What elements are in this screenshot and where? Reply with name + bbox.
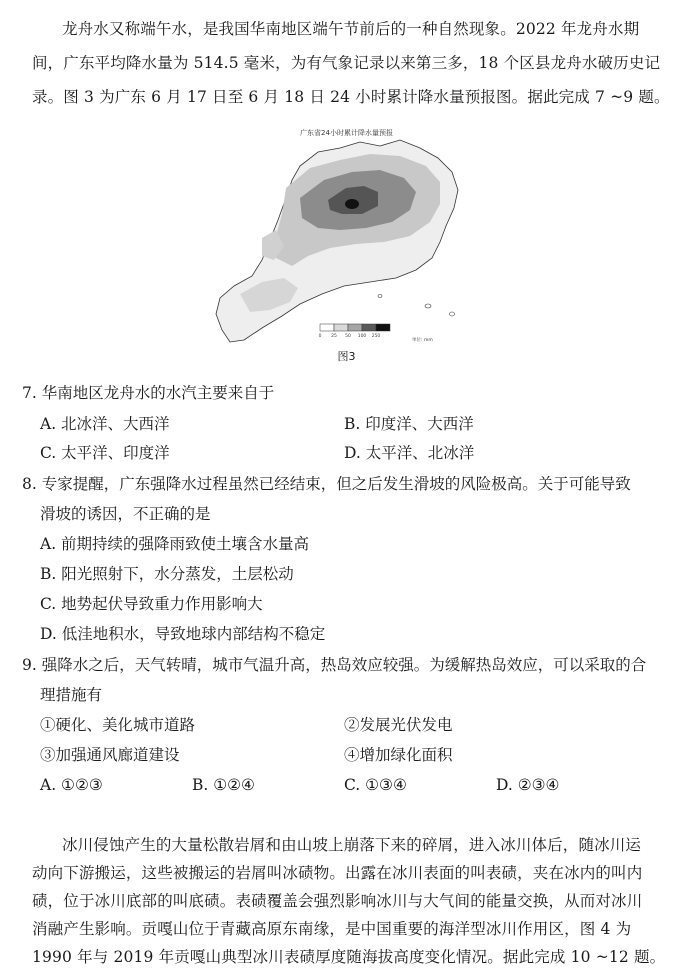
q8-stem-line-1: 8. 专家提醒，广东强降水过程虽然已经结束，但之后发生滑坡的风险极高。关于可能导致 (22, 475, 631, 493)
legend-bar (319, 324, 390, 339)
legend-unit: 单位: mm (412, 338, 433, 343)
q8-option-d: D. 低洼地积水，导致地球内部结构不稳定 (40, 625, 326, 643)
glacier-line-4: 消融产生影响。贡嘎山位于青藏高原东南缘，是中国重要的海洋型冰川作用区，图 4 为 (32, 920, 632, 938)
q8-stem-line-2: 滑坡的诱因，不正确的是 (40, 505, 211, 523)
legend-swatch (362, 324, 376, 331)
map-title: 广东省24小时累计降水量预报 (300, 129, 393, 137)
q9-stem-line-1: 9. 强降水之后，天气转晴，城市气温升高，热岛效应较强。为缓解热岛效应，可以采取的合 (22, 656, 647, 674)
q7-option-c: C. 太平洋、印度洋 (40, 444, 170, 462)
figure-3 (0, 118, 693, 368)
q9-option-d: D. ②③④ (496, 776, 560, 794)
intro-line-2: 间，广东平均降水量为 514.5 毫米，为有气象记录以来第三多，18 个区县龙舟水破历史记 (32, 54, 661, 72)
q7-option-b: B. 印度洋、大西洋 (344, 415, 474, 433)
q9-measure-3: ③加强通风廊道建设 (40, 746, 180, 764)
q9-option-b: B. ①②④ (192, 776, 255, 794)
q9-stem-line-2: 理措施有 (40, 686, 103, 704)
rain-zone-extreme (345, 199, 359, 209)
q9-measure-2: ②发展光伏发电 (344, 716, 453, 734)
q9-option-c: C. ①③④ (344, 776, 407, 794)
guangdong-precipitation-map (0, 118, 693, 368)
island-2 (450, 312, 455, 316)
legend-swatch (320, 324, 334, 331)
legend-swatch (348, 324, 362, 331)
island-1 (425, 304, 431, 308)
legend-tick-label: 100 (357, 334, 367, 339)
q9-option-a: A. ①②③ (40, 776, 103, 794)
q7-option-a: A. 北冰洋、大西洋 (40, 415, 170, 433)
island-3 (378, 295, 382, 298)
legend-tick-label: 25 (331, 334, 337, 339)
q8-option-c: C. 地势起伏导致重力作用影响大 (40, 595, 263, 613)
q8-option-b: B. 阳光照射下，水分蒸发，土层松动 (40, 565, 294, 583)
q7-option-d: D. 太平洋、北冰洋 (344, 444, 475, 462)
legend-tick-label: 50 (345, 334, 351, 339)
glacier-line-1: 冰川侵蚀产生的大量松散岩屑和由山坡上崩落下来的碎屑，进入冰川体后，随冰川运 (62, 836, 642, 854)
legend-swatch (334, 324, 348, 331)
legend-tick-label: 0 (318, 334, 322, 339)
q9-measure-4: ④增加绿化面积 (344, 746, 453, 764)
q8-option-a: A. 前期持续的强降雨致使土壤含水量高 (40, 535, 310, 553)
glacier-line-2: 动向下游搬运，这些被搬运的岩屑叫冰碛物。出露在冰川表面的叫表碛，夹在冰内的叫内 (32, 864, 643, 882)
q7-stem: 7. 华南地区龙舟水的水汽主要来自于 (22, 384, 275, 402)
q9-measure-1: ①硬化、美化城市道路 (40, 716, 196, 734)
glacier-line-5: 1990 年与 2019 年贡嘎山典型冰川表碛厚度随海拔高度变化情况。据此完成 10 ~12 题。 (32, 948, 666, 966)
intro-line-3: 录。图 3 为广东 6 月 17 日至 6 月 18 日 24 小时累计降水量预报图。据此完成 7 ~9 题。 (32, 88, 670, 106)
glacier-line-3: 碛，位于冰川底部的叫底碛。表碛覆盖会强烈影响冰川与大气间的能量交换，从而对冰川 (32, 892, 643, 910)
figure-caption: 图3 (337, 350, 356, 363)
legend-tick-label: 250 (371, 334, 381, 339)
legend-swatch (376, 324, 390, 331)
intro-line-1: 龙舟水又称端午水，是我国华南地区端午节前后的一种自然现象。2022 年龙舟水期 (62, 20, 640, 38)
